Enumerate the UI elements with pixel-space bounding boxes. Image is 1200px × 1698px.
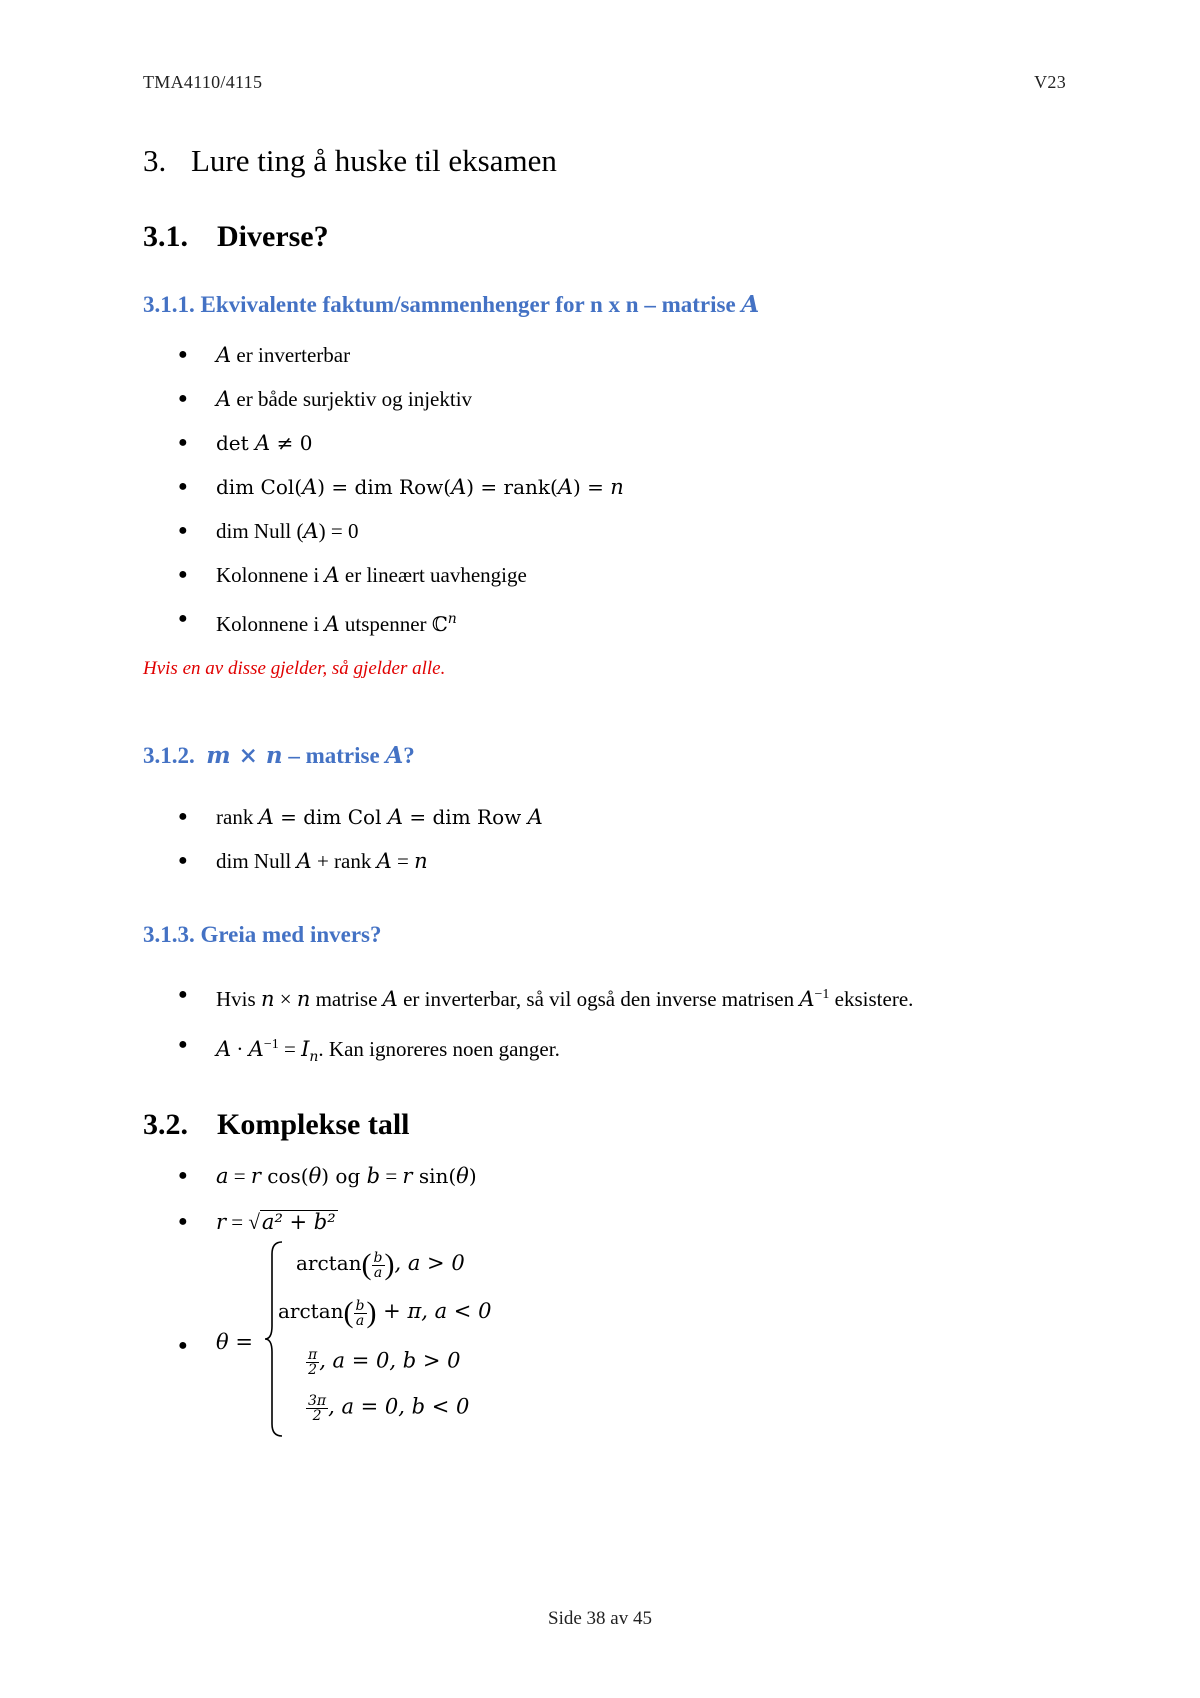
list-item: ● det A ≠ 0 bbox=[178, 431, 313, 455]
list-item: ● a = r cos(θ) og b = r sin(θ) bbox=[178, 1164, 477, 1188]
section-3-1-1-heading bbox=[143, 291, 759, 318]
section-3-1-heading bbox=[143, 220, 329, 254]
section-title: Lure ting å huske til eksamen bbox=[191, 143, 557, 178]
case-3: $\frac{\pi}{2}$ , a = 0, b > 0 bbox=[308, 1347, 461, 1378]
list-item: ● A er inverterbar bbox=[178, 343, 351, 367]
header-semester: V23 bbox=[1034, 72, 1066, 92]
equivalence-note: Hvis en av disse gjelder, så gjelder alle. bbox=[143, 658, 446, 679]
case-1: arctan( $\frac{b}{a}$ ), a > 0 bbox=[296, 1248, 465, 1281]
list-item: ● Kolonnene i A utspenner ℂ$^n$ bbox=[178, 610, 457, 636]
section-number: 3. bbox=[143, 143, 167, 178]
list-item: ● A er både surjektiv og injektiv bbox=[178, 387, 473, 411]
math-dimensions: m × n bbox=[206, 742, 283, 769]
list-item: ● dim Null A + rank A = n bbox=[178, 849, 428, 873]
theta-piecewise bbox=[178, 1240, 578, 1450]
sqrt-radicand: a² + b² bbox=[261, 1210, 336, 1234]
equivalence-list bbox=[178, 343, 624, 636]
math-symbol: A bbox=[741, 291, 760, 318]
complex-list bbox=[178, 1164, 477, 1234]
list-item: ● $A \cdot A^{-1} = I_n$. Kan ignoreres noen ganger. bbox=[178, 1036, 560, 1066]
list-bullet: ● bbox=[178, 1337, 188, 1354]
list-item: ● Kolonnene i A er lineært uavhengige bbox=[178, 563, 527, 587]
list-item: ● dim Null (A) = 0 bbox=[178, 519, 359, 543]
section-number: 3.1. bbox=[143, 220, 188, 253]
list-item: ● rank A = dim Col A = dim Row A bbox=[178, 805, 543, 829]
page-number: Side 38 av 45 bbox=[548, 1608, 652, 1629]
section-3-heading bbox=[143, 143, 557, 179]
theta-lhs: θ = bbox=[216, 1330, 253, 1354]
inverse-list bbox=[178, 983, 913, 1069]
rank-list bbox=[178, 805, 543, 873]
list-item: ● Hvis n × n matrise A er inverterbar, så vil også den inverse matrisen $A^{-1}$ eksistere. bbox=[178, 986, 914, 1011]
case-2: arctan( $\frac{b}{a}$ ) + π, a < 0 bbox=[278, 1296, 492, 1329]
section-title: Komplekse tall bbox=[217, 1108, 410, 1141]
section-title: Diverse? bbox=[217, 220, 329, 253]
left-brace-icon bbox=[264, 1240, 284, 1438]
case-4: $\frac{3\pi}{2}$ , a = 0, b < 0 bbox=[308, 1393, 470, 1424]
header-course-code: TMA4110/4115 bbox=[143, 72, 263, 92]
list-item: ● r = √a² + b² bbox=[178, 1210, 336, 1234]
section-number: 3.2. bbox=[143, 1108, 188, 1141]
section-3-2-heading bbox=[143, 1108, 410, 1142]
section-3-1-3-heading: 3.1.3. Greia med invers? bbox=[143, 922, 382, 947]
subsection-title: 3.1.1. Ekvivalente faktum/sammenhenger for n x n – matrise bbox=[143, 292, 742, 317]
section-3-1-2-heading: 3.1.2. m × n – matrise A? bbox=[143, 742, 415, 769]
list-item: ● dim Col(A) = dim Row(A) = rank(A) = n bbox=[178, 475, 624, 499]
